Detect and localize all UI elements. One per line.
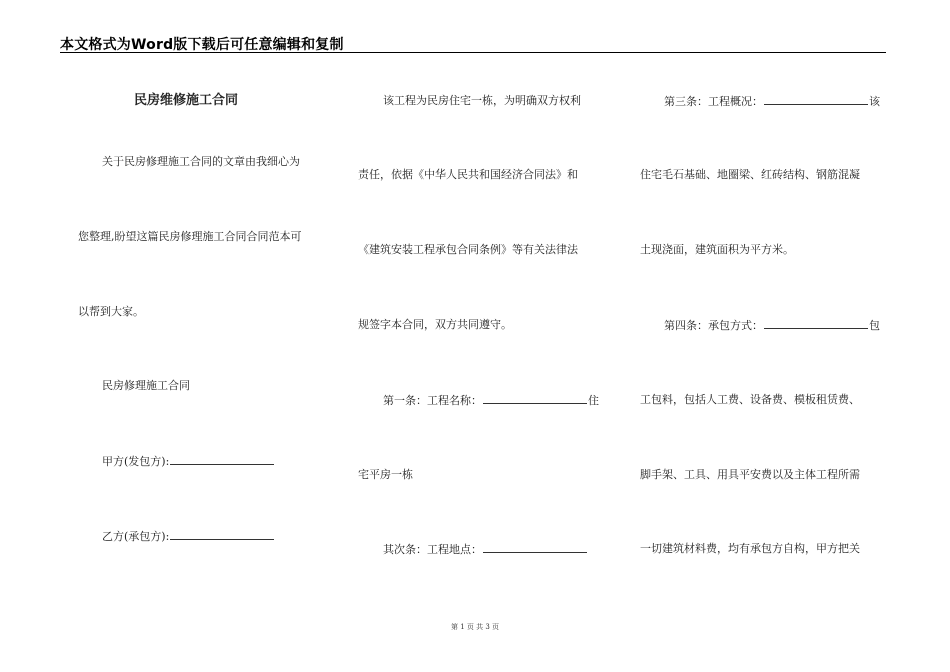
party-a-blank: [170, 454, 274, 465]
paragraph-line: 关于民房修理施工合同的文章由我细心为: [102, 155, 300, 168]
clause-4-line: [664, 318, 880, 333]
clause-3-blank: [764, 94, 868, 105]
paragraph-line: 土现浇面，建筑面积为平方米。: [640, 243, 794, 256]
clause-3-line: [664, 94, 880, 109]
clause-1-line: [383, 393, 599, 408]
paragraph-line: 《建筑安装工程承包合同条例》等有关法律法: [358, 243, 578, 256]
paragraph-line: 工包料，包括人工费、设备费、模板租赁费、: [640, 393, 860, 406]
clause-4-label: 第四条：承包方式：: [664, 319, 763, 332]
party-a-line: [102, 454, 275, 469]
clause-3-tail: 该: [869, 95, 880, 108]
clause-4-blank: [764, 318, 868, 329]
clause-2-label: 其次条：工程地点：: [383, 543, 482, 556]
party-b-label: 乙方(承包方):: [102, 530, 170, 543]
clause-2-line: [383, 542, 588, 557]
document-title: 民房维修施工合同: [134, 93, 239, 108]
clause-2-blank: [483, 542, 587, 553]
paragraph-line: 责任，依据《中华人民共和国经济合同法》和: [358, 168, 578, 181]
clause-3-label: 第三条：工程概况：: [664, 95, 763, 108]
clause-4-tail: 包: [869, 319, 880, 332]
page-footer: 第 1 页 共 3 页: [450, 623, 500, 631]
header-divider: [60, 52, 886, 53]
party-b-line: [102, 529, 275, 544]
paragraph-line: 以帮到大家。: [78, 305, 144, 318]
paragraph-line: 宅平房一栋: [358, 468, 413, 481]
party-b-blank: [170, 529, 274, 540]
clause-1-label: 第一条：工程名称：: [383, 394, 482, 407]
clause-1-tail: 住: [588, 394, 599, 407]
party-a-label: 甲方(发包方):: [102, 455, 170, 468]
clause-1-blank: [483, 393, 587, 404]
paragraph-line: 您整理,盼望这篇民房修理施工合同合同范本可: [78, 230, 302, 243]
page-header: 本文格式为Word版下载后可任意编辑和复制: [60, 37, 344, 53]
paragraph-line: 一切建筑材料费，均有承包方自构，甲方把关: [640, 542, 860, 555]
paragraph-line: 脚手架、工具、用具平安费以及主体工程所需: [640, 468, 860, 481]
paragraph-line: 该工程为民房住宅一栋，为明确双方权利: [383, 94, 581, 107]
paragraph-line: 规签字本合同，双方共同遵守。: [358, 318, 512, 331]
paragraph-line: 住宅毛石基础、地圈梁、红砖结构、钢筋混凝: [640, 168, 860, 181]
section-heading: 民房修理施工合同: [102, 379, 190, 392]
